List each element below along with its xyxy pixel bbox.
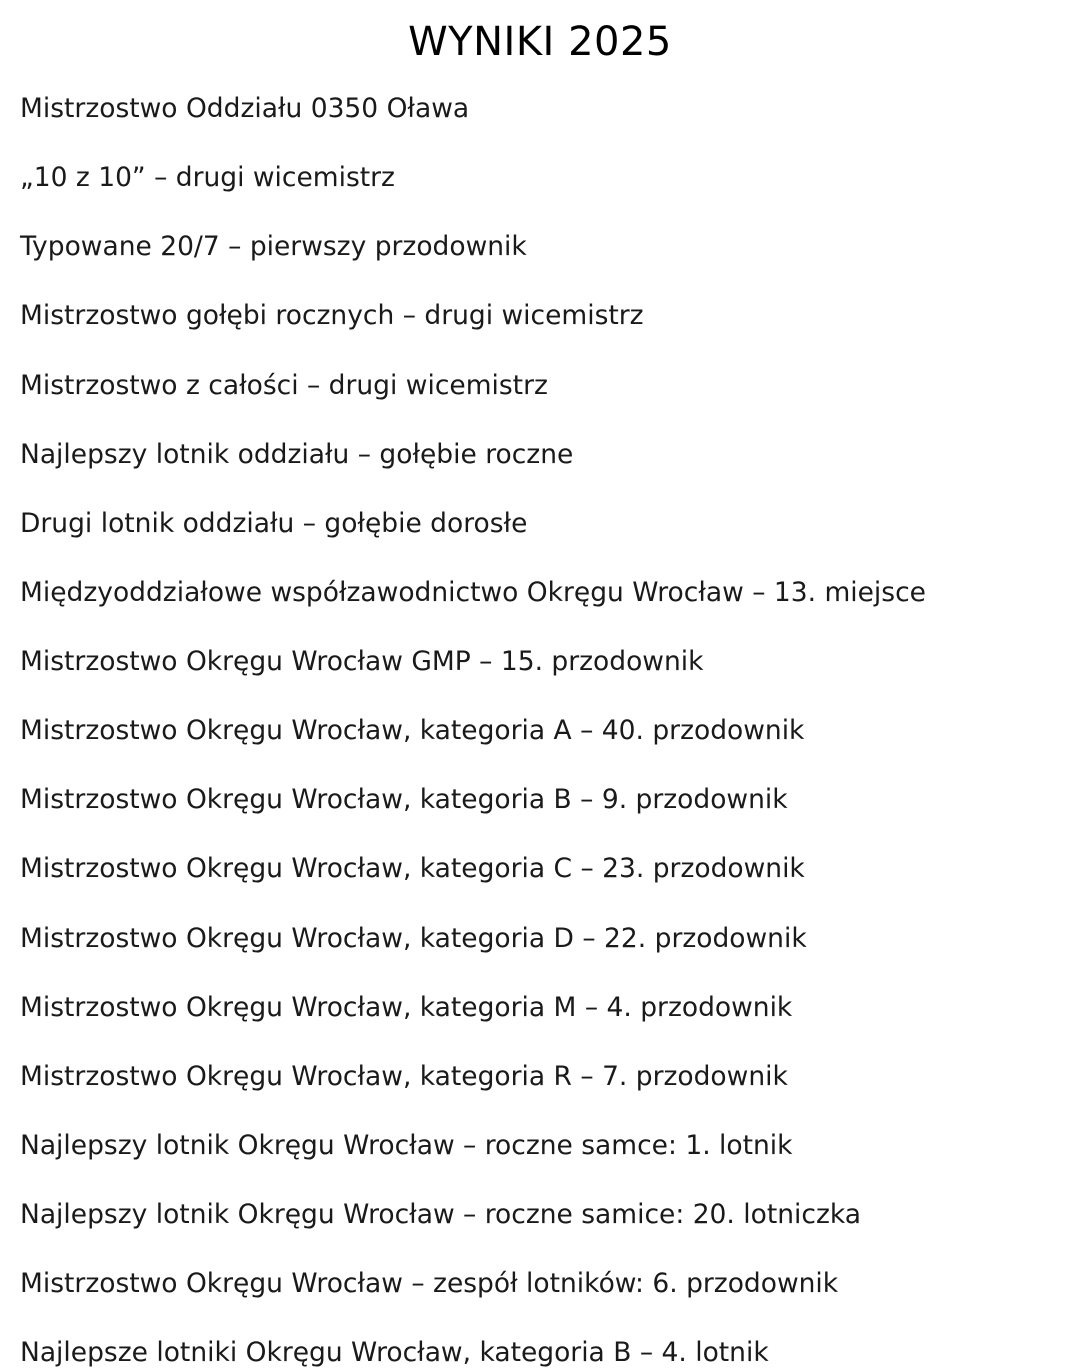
list-item: Mistrzostwo Okręgu Wrocław, kategoria C – 23. przodownik [20, 853, 805, 885]
list-item: Międzyoddziałowe współzawodnictwo Okręgu Wrocław – 13. miejsce [20, 576, 926, 608]
list-item: Najlepszy lotnik oddziału – gołębie roczne [20, 438, 574, 470]
list-item: Typowane 20/7 – pierwszy przodownik [20, 231, 527, 263]
list-item: Najlepsze lotniki Okręgu Wrocław, kategoria B – 4. lotnik [20, 1337, 769, 1369]
list-item: Mistrzostwo Okręgu Wrocław, kategoria B – 9. przodownik [20, 784, 788, 816]
list-item: Drugi lotnik oddziału – gołębie dorosłe [20, 507, 528, 539]
list-item: Mistrzostwo gołębi rocznych – drugi wicemistrz [20, 300, 644, 332]
list-item: Mistrzostwo Okręgu Wrocław, kategoria R – 7. przodownik [20, 1060, 788, 1092]
list-item: Mistrzostwo Okręgu Wrocław, kategoria A – 40. przodownik [20, 715, 805, 747]
list-item: Mistrzostwo Oddziału 0350 Oława [20, 93, 470, 124]
list-item: Najlepszy lotnik Okręgu Wrocław – roczne samce: 1. lotnik [20, 1129, 793, 1161]
results-list [20, 92, 1060, 1369]
list-item: Mistrzostwo Okręgu Wrocław – zespół lotników: 6. przodownik [20, 1268, 839, 1300]
list-item: „10 z 10” – drugi wicemistrz [20, 162, 395, 194]
list-item: Mistrzostwo Okręgu Wrocław, kategoria M – 4. przodownik [20, 991, 793, 1023]
list-item: Mistrzostwo Okręgu Wrocław GMP – 15. przodownik [20, 646, 704, 677]
page-title: WYNIKI 2025 [408, 19, 672, 65]
list-item: Mistrzostwo Okręgu Wrocław, kategoria D – 22. przodownik [20, 922, 807, 954]
list-item: Mistrzostwo z całości – drugi wicemistrz [20, 369, 548, 401]
list-item: Najlepszy lotnik Okręgu Wrocław – roczne samice: 20. lotniczka [20, 1199, 861, 1230]
